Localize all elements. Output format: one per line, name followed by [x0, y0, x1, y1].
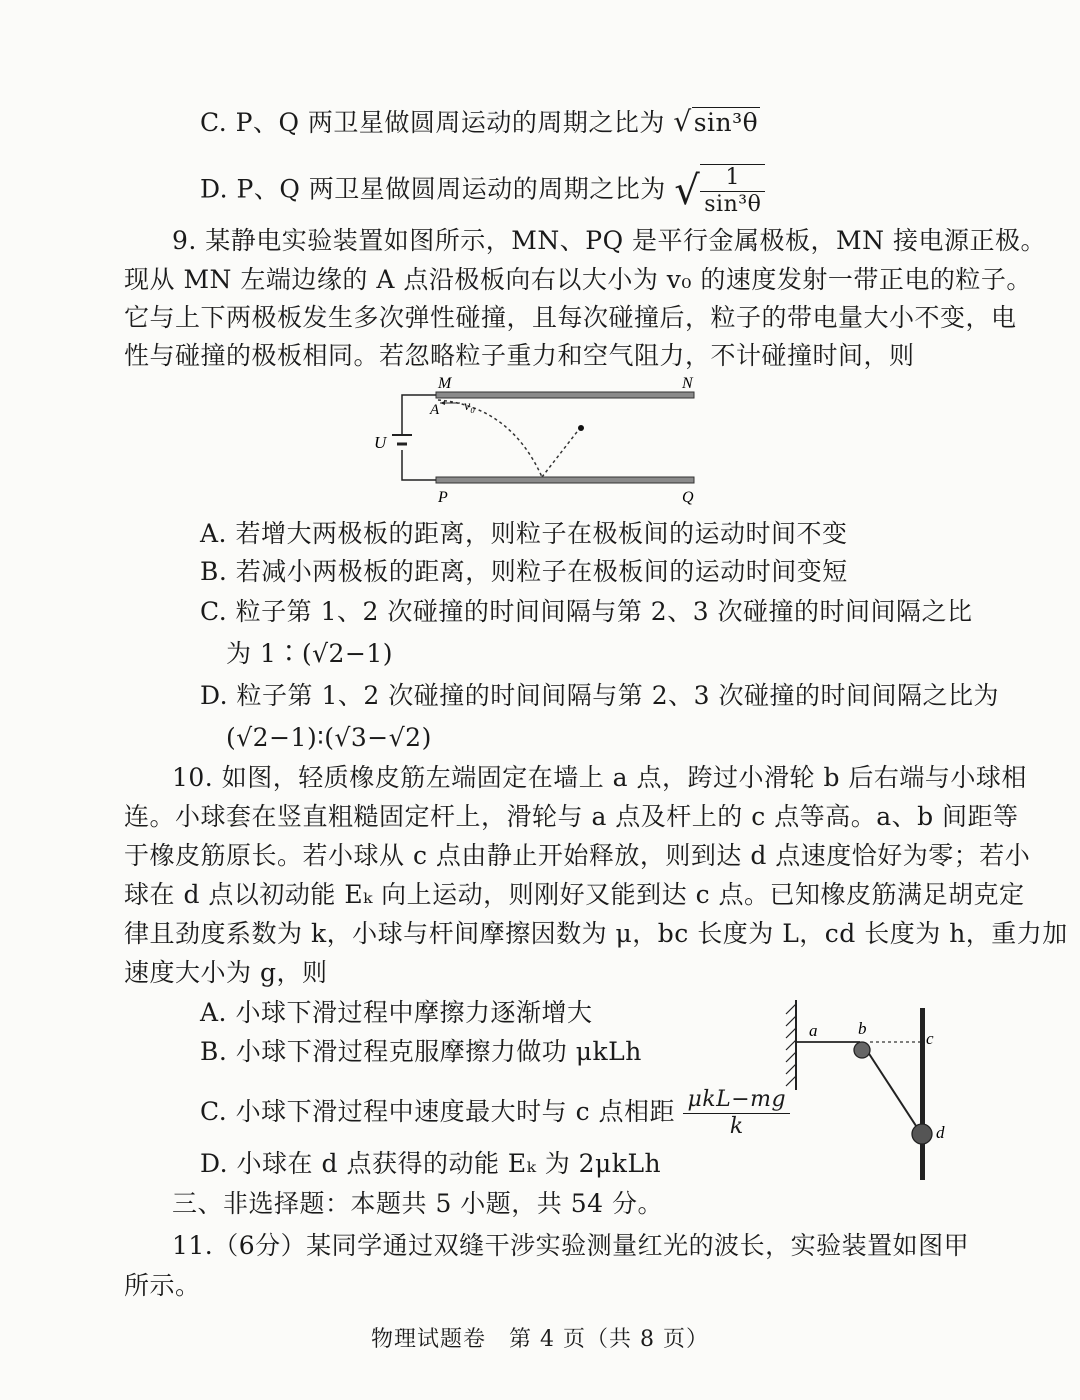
label-U: U: [374, 433, 387, 452]
q10-stem-line-2: 连。小球套在竖直粗糙固定杆上，滑轮与 a 点及杆上的 c 点等高。a、b 间距等: [124, 802, 1019, 831]
q11-line-1: 11.（6分）某同学通过双缝干涉实验测量红光的波长，实验装置如图甲: [172, 1231, 970, 1260]
q9-capacitor-figure: [360, 372, 710, 508]
label-b: b: [858, 1019, 867, 1038]
label-v0: v₀: [464, 399, 476, 414]
q9-option-d-line-2: (√2−1)∶(√3−√2): [226, 723, 432, 752]
label-Q: Q: [682, 489, 694, 506]
q10-option-c-text: C. 小球下滑过程中速度最大时与 c 点相距: [200, 1097, 676, 1126]
q10-option-c-den: k: [729, 1114, 744, 1139]
q10-option-a: A. 小球下滑过程中摩擦力逐渐增大: [200, 998, 593, 1027]
ball: [912, 1124, 932, 1144]
q10-stem-line-1: 10. 如图，轻质橡皮筋左端固定在墙上 a 点，跨过小滑轮 b 后右端与小球相: [172, 763, 1027, 792]
sqrt-symbol: √sin³θ: [673, 105, 759, 138]
label-M: M: [438, 375, 452, 392]
sqrt-symbol: √ $\frac{1}{\text{sin³θ}}$: [674, 164, 765, 218]
q10-option-b: B. 小球下滑过程克服摩擦力做功 μkLh: [200, 1037, 642, 1066]
q10-stem-line-3: 于橡皮筋原长。若小球从 c 点由静止开始释放，则到达 d 点速度恰好为零；若小: [124, 841, 1031, 870]
q10-option-d: D. 小球在 d 点获得的动能 Eₖ 为 2μkLh: [200, 1149, 662, 1178]
q8-option-c-value: sin³θ: [693, 108, 759, 137]
q10-rubber-band-figure: [780, 994, 960, 1184]
q8-option-c-text: C. P、Q 两卫星做圆周运动的周期之比为: [200, 108, 665, 137]
q8-option-d: [200, 164, 765, 218]
plate-pq: [436, 477, 694, 483]
q10-option-c-num: μkL−mg: [683, 1087, 790, 1114]
q10-stem-line-4: 球在 d 点以初动能 Eₖ 向上运动，则刚好又能到达 c 点。已知橡皮筋满足胡克定: [124, 880, 1025, 909]
q8-option-d-den: sin³θ: [704, 192, 762, 217]
q9-stem-line-2: 现从 MN 左端边缘的 A 点沿极板向右以大小为 v₀ 的速度发射一带正电的粒子。: [124, 265, 1032, 294]
q10-stem-line-6: 速度大小为 g，则: [124, 958, 328, 987]
q9-stem-line-3: 它与上下两极板发生多次弹性碰撞，且每次碰撞后，粒子的带电量大小不变，电: [124, 303, 1017, 332]
section-3-heading: 三、非选择题：本题共 5 小题，共 54 分。: [172, 1189, 664, 1218]
q8-option-d-text: D. P、Q 两卫星做圆周运动的周期之比为: [200, 174, 666, 204]
q9-stem-line-4: 性与碰撞的极板相同。若忽略粒子重力和空气阻力，不计碰撞时间，则: [124, 341, 915, 370]
label-A: A: [430, 402, 440, 418]
q8-option-c: [200, 104, 760, 141]
particle-trajectory: [438, 400, 542, 477]
pulley: [854, 1042, 870, 1058]
label-N: N: [682, 375, 693, 392]
q9-option-c-line-1: C. 粒子第 1、2 次碰撞的时间间隔与第 2、3 次碰撞的时间间隔之比: [200, 597, 973, 626]
q10-option-c: [200, 1087, 790, 1140]
label-c: c: [926, 1029, 934, 1048]
q10-stem-line-5: 律且劲度系数为 k，小球与杆间摩擦因数为 μ，bc 长度为 L，cd 长度为 h，重力加: [124, 919, 1068, 948]
q9-option-b: B. 若减小两极板的距离，则粒子在极板间的运动时间变短: [200, 557, 848, 586]
page-footer: 物理试题卷 第 4 页（共 8 页）: [371, 1327, 709, 1352]
label-d: d: [936, 1123, 945, 1142]
vertical-rod: [920, 1008, 925, 1180]
q9-option-a: A. 若增大两极板的距离，则粒子在极板间的运动时间不变: [200, 519, 848, 548]
q8-option-d-num: 1: [700, 165, 765, 192]
band-bd: [864, 1046, 920, 1132]
plate-mn: [436, 392, 694, 398]
q11-line-2: 所示。: [124, 1271, 201, 1300]
label-P: P: [438, 489, 448, 506]
q9-stem-line-1: 9. 某静电实验装置如图所示，MN、PQ 是平行金属极板，MN 接电源正极。: [172, 226, 1046, 255]
label-a: a: [809, 1021, 818, 1040]
q9-option-c-line-2: 为 1∶(√2−1): [226, 639, 394, 668]
q9-option-d-line-1: D. 粒子第 1、2 次碰撞的时间间隔与第 2、3 次碰撞的时间间隔之比为: [200, 681, 999, 710]
particle: [578, 425, 584, 431]
